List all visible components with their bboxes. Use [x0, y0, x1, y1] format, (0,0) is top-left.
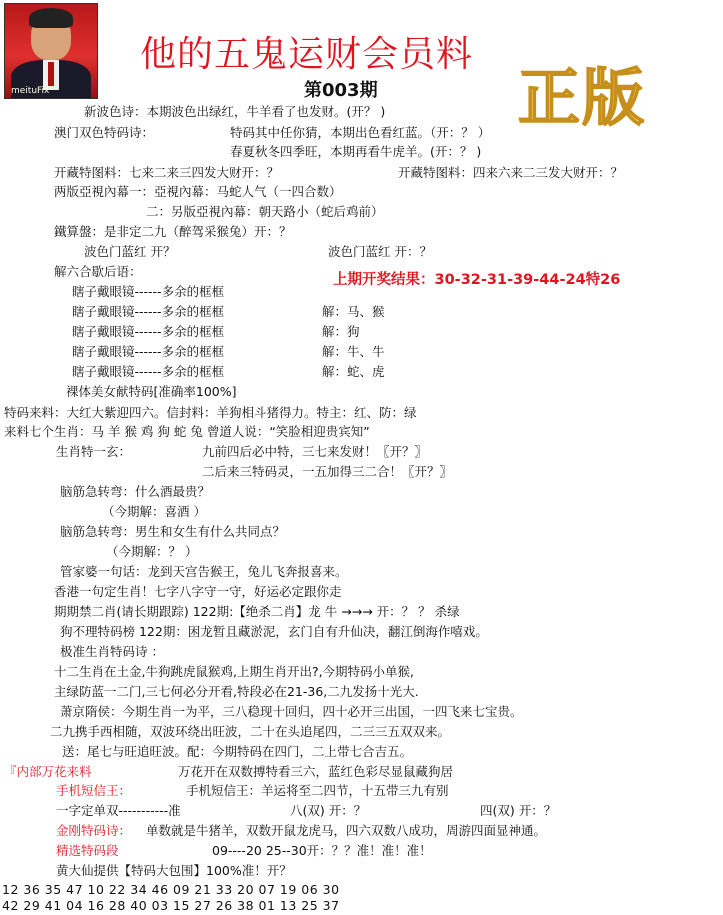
- riddle-answer: 解：蛇、虎: [322, 364, 385, 379]
- zodiac-mystery-2: 二后来三特码灵，一五加得三二合！〖开？〗: [202, 464, 453, 479]
- nude-beauty-line: 裸体美女献特码[准确率100%]: [66, 384, 237, 399]
- housekeeper-line: 管家婆一句话：龙到天宫告猴王，兔儿飞奔报喜来。: [60, 564, 348, 579]
- zodiac-poem-header: 极准生肖特码诗 ：: [60, 644, 164, 659]
- atv-insider-1: 两版亞視內幕一：亞視內幕：马蛇人气（一四合数）: [54, 184, 342, 199]
- wave-door-2: 波色门蓝红 开：？: [328, 244, 432, 259]
- sms-king-label: 手机短信王：: [56, 783, 132, 798]
- wanhua-label: 『内部万花来料: [4, 764, 92, 779]
- zodiac-poem-1: 十二生肖在土金,牛狗跳虎鼠猴鸡,上期生肖开出?,今期特码小单猴,: [54, 664, 415, 679]
- macau-poem-label: 澳门双色特码诗：: [54, 125, 155, 140]
- riddle-header: 解六合歇后语：: [54, 264, 142, 279]
- send-line: 送：尾七与旺追旺波。配：今期特码在四门，二上带七合吉五。: [62, 744, 413, 759]
- riddle-line: 瞎子戴眼镜------多余的框框: [72, 304, 225, 319]
- portrait-photo: [4, 3, 98, 99]
- wave-color-poem: 新波色诗：本期波色出绿红，牛羊看了也发财。(开？ ): [84, 104, 386, 119]
- huangdaxian-line: 黄大仙提供【特码大包围】100%准！开？: [56, 863, 292, 878]
- riddle-answer: 解：牛、牛: [322, 344, 385, 359]
- portrait-hair: [29, 8, 73, 28]
- sms-king-text: 手机短信王：羊运将至二四节，十五带三九有别: [186, 783, 449, 798]
- zodiac-mystery-label: 生肖特一玄：: [56, 444, 132, 459]
- riddle-answer: 解：狗: [322, 324, 360, 339]
- macau-poem-line1: 特码其中任你猜，本期出色看红蓝。（开：？ ）: [230, 125, 491, 140]
- portrait-tie: [48, 62, 54, 86]
- brain-teaser-1-answer: （今期解：喜酒 ）: [102, 504, 206, 519]
- wave-door-1: 波色门蓝红 开？: [84, 244, 176, 259]
- odd-even-pick-1: 八(双) 开：？: [290, 803, 367, 818]
- zodiac-mystery-1: 九前四后必中特，三七来发财！〖开？〗: [202, 444, 428, 459]
- hidden-chart-1: 开藏特图料：七来二来三四发大财开：？: [54, 165, 280, 180]
- number-row-1: 12 36 35 47 10 22 34 46 09 21 33 20 07 19 06 30: [2, 882, 340, 897]
- abacus-line: 鐵算盤：是非定二九（醉驾采猴兔）开：？: [54, 224, 292, 239]
- atv-insider-2: 二：另版亞視內幕：朝天路小（蛇后鸡前）: [146, 204, 384, 219]
- photo-watermark: meituFix: [11, 86, 50, 96]
- diamond-poem-label: 金刚特码诗：: [56, 823, 132, 838]
- wanhua-text: 万花开在双数搏特看三六，蓝红色彩尽显鼠藏狗居: [178, 764, 454, 779]
- macau-poem-line2: 春夏秋冬四季旺，本期再看牛虎羊。(开：？ ): [230, 144, 482, 159]
- zodiac-poem-2: 主绿防蓝一二门,三七何必分开看,特段必在21-36,二九发扬十光大.: [54, 684, 419, 699]
- twenty-nine-line: 二九携手西相随，双波环绕出旺波，二十在头追尾四，二三三五双双来。: [50, 724, 451, 739]
- ban-two-zodiac: 期期禁二肖(请长期跟踪) 122期:【绝杀二肖】龙 牛 →→→ 开：？ ？ 杀绿: [54, 604, 460, 619]
- genuine-stamp: 正版: [518, 61, 647, 134]
- hongkong-line: 香港一句定生肖！七字八字守一守，好运必定跟你走: [54, 584, 342, 599]
- selected-range-text: 09----20 25--30开：？？准！准！准！: [212, 843, 432, 858]
- brain-teaser-2-answer: （今期解：？ ）: [106, 544, 198, 559]
- riddle-line: 瞎子戴眼镜------多余的框框: [72, 324, 225, 339]
- dog-ignore-board: 狗不理特码榜 122期：困龙暂且藏淤泥，玄门自有升仙决，翻江倒海作嘻戏。: [60, 624, 488, 639]
- selected-range-label: 精选特码段: [56, 843, 119, 858]
- special-source-line: 特码来料：大红大紫迎四六。信封料：羊狗相斗猪得力。特主：红、防：绿: [4, 405, 417, 420]
- xiaojing-line: 萧京隋侯：今期生肖一为平，三八稳现十回归，四十必开三出国，一四飞来七宝贵。: [60, 704, 523, 719]
- riddle-line: 瞎子戴眼镜------多余的框框: [72, 344, 225, 359]
- riddle-line: 瞎子戴眼镜------多余的框框: [72, 284, 225, 299]
- diamond-poem-text: 单数就是牛猪羊，双数开鼠龙虎马，四六双数八成功，周游四面显神通。: [146, 823, 547, 838]
- last-draw-result: 上期开奖结果：30-32-31-39-44-24特26: [333, 272, 621, 288]
- seven-zodiac-line: 来料七个生肖：马 羊 猴 鸡 狗 蛇 兔 曾道人说：“笑脸相迎贵宾知”: [4, 424, 370, 439]
- odd-even-pick-2: 四(双) 开：？: [480, 803, 557, 818]
- hidden-chart-2: 开藏特图料：四来六来二三发大财开：？: [398, 165, 624, 180]
- brain-teaser-2: 脑筋急转弯：男生和女生有什么共同点？: [60, 524, 286, 539]
- brain-teaser-1: 脑筋急转弯：什么酒最贵？: [60, 484, 211, 499]
- number-row-2: 42 29 41 04 16 28 40 03 15 27 26 38 01 13 25 37: [2, 898, 340, 913]
- odd-even-label: 一字定单双-----------准: [56, 803, 181, 818]
- riddle-line: 瞎子戴眼镜------多余的框框: [72, 364, 225, 379]
- page-title: 他的五鬼运财会员料: [140, 34, 474, 75]
- riddle-answer: 解：马、猴: [322, 304, 385, 319]
- issue-number: 第003期: [304, 80, 378, 101]
